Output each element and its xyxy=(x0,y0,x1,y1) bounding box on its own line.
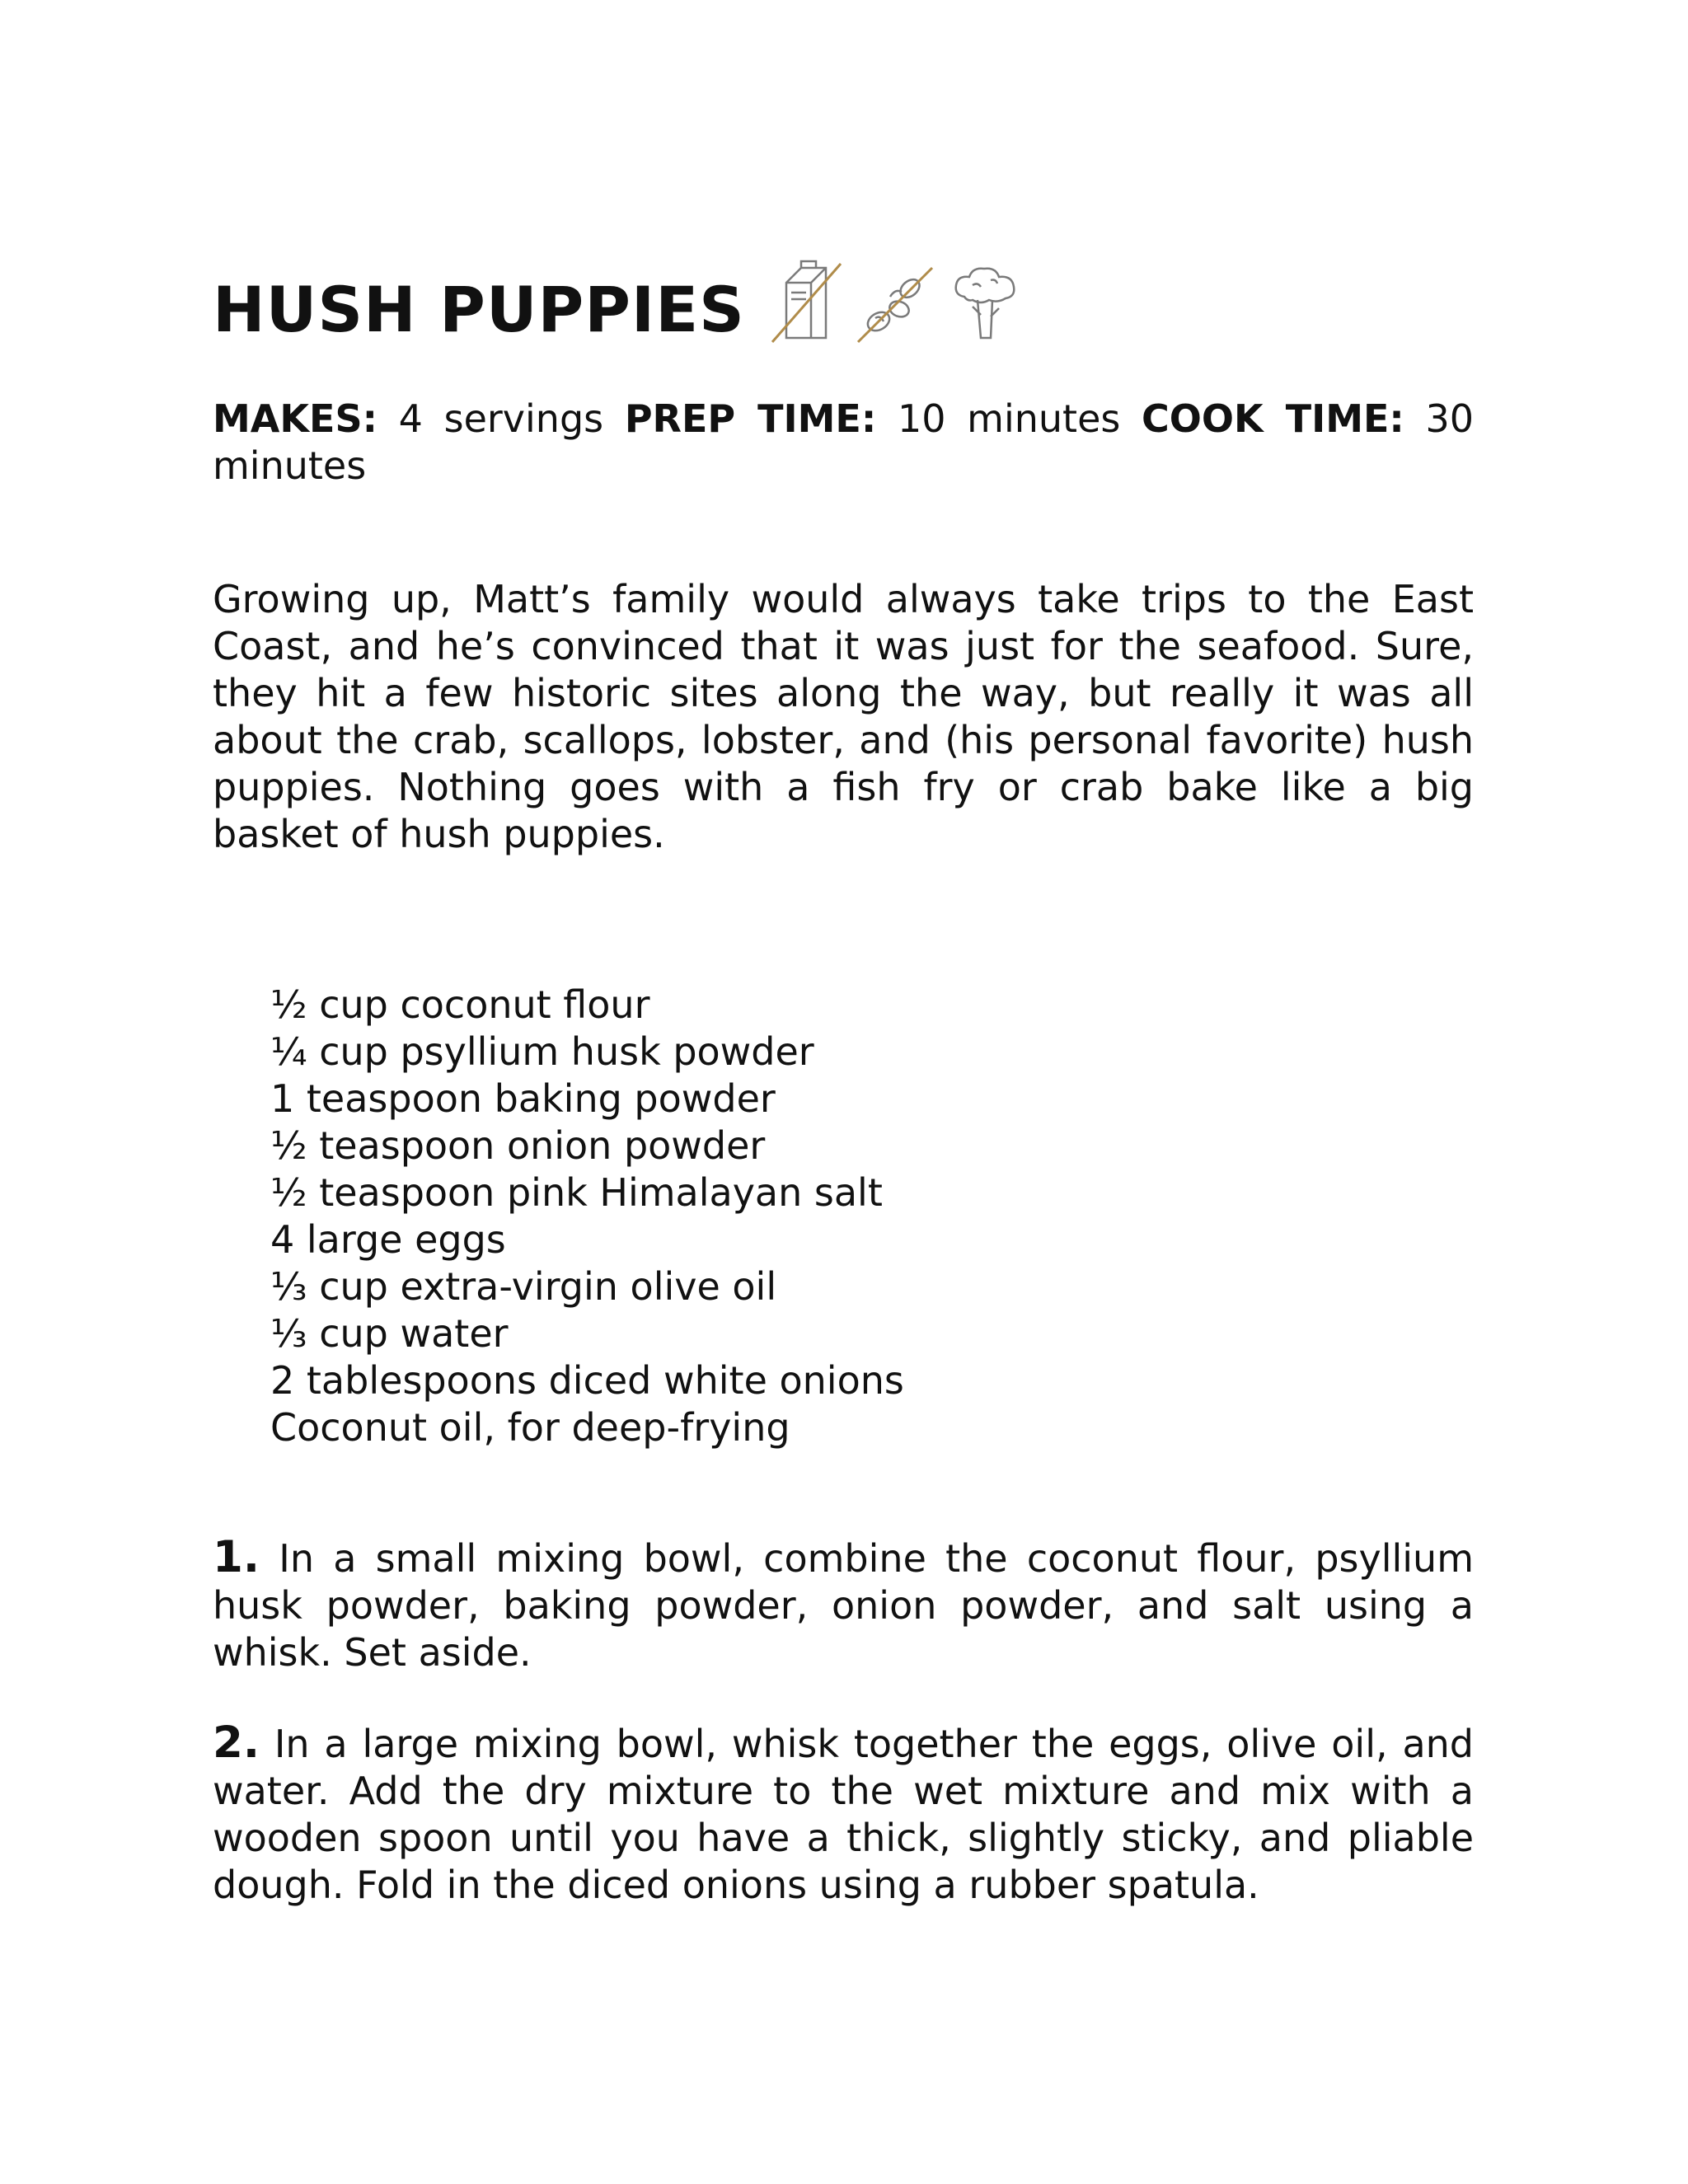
step-number: 1. xyxy=(213,1532,260,1582)
ingredient-item: Coconut oil, for deep-frying xyxy=(270,1405,790,1450)
step-text: In a small mixing bowl, combine the coconut flour, psyllium husk powder, baking powder, onion powder, and salt using a whisk. Set aside. xyxy=(213,1536,1475,1675)
ingredient-item: ¼ cup psyllium husk powder xyxy=(270,1029,814,1074)
prep-time-label: PREP TIME: xyxy=(624,396,877,441)
ingredient-list xyxy=(270,982,1474,1451)
recipe-meta xyxy=(213,396,1474,490)
step-item xyxy=(213,1534,1474,1676)
cook-time-value: 30 minutes xyxy=(213,396,1475,488)
ingredient-item: ½ teaspoon pink Himalayan salt xyxy=(270,1170,883,1215)
step-list xyxy=(213,1534,1474,1909)
recipe-page xyxy=(213,247,1474,1952)
ingredient-item: ½ cup coconut flour xyxy=(270,982,650,1027)
step-text: In a large mixing bowl, whisk together the eggs, olive oil, and water. Add the dry mixture to the wet mixture and mix with a wooden spoon until you have a thick, slightly sticky, and pliable dough. Fold in the diced onions using a rubber spatula. xyxy=(213,1722,1474,1907)
ingredient-item: ⅓ cup extra-virgin olive oil xyxy=(270,1264,777,1309)
cook-time-label: COOK TIME: xyxy=(1142,396,1404,441)
ingredient-item: 2 tablespoons diced white onions xyxy=(270,1358,904,1403)
ingredient-item: 1 teaspoon baking powder xyxy=(270,1076,776,1121)
makes-value: 4 servings xyxy=(398,396,604,441)
vegetarian-icon xyxy=(948,264,1022,346)
ingredient-item: 4 large eggs xyxy=(270,1217,506,1262)
recipe-title: HUSH PUPPIES xyxy=(213,273,745,346)
prep-time-value: 10 minutes xyxy=(897,396,1121,441)
ingredient-item: ½ teaspoon onion powder xyxy=(270,1123,766,1168)
makes-label: MAKES: xyxy=(213,396,377,441)
title-row xyxy=(213,247,1474,346)
recipe-intro: Growing up, Matt’s family would always take trips to the East Coast, and he’s convinced that it was just for the seafood. Sure, they hit a few historic sites along the way, but really it was all about the crab, scallops, lobster, and (his personal favorite) hush puppies. Nothing goes with a fish fry or crab bake like a big basket of hush puppies. xyxy=(213,577,1474,856)
diet-icons xyxy=(768,260,1034,346)
ingredient-item: ⅓ cup water xyxy=(270,1311,509,1356)
step-item xyxy=(213,1719,1474,1909)
dairy-free-icon xyxy=(768,260,842,346)
nut-free-icon xyxy=(854,264,936,346)
step-number: 2. xyxy=(213,1718,260,1768)
